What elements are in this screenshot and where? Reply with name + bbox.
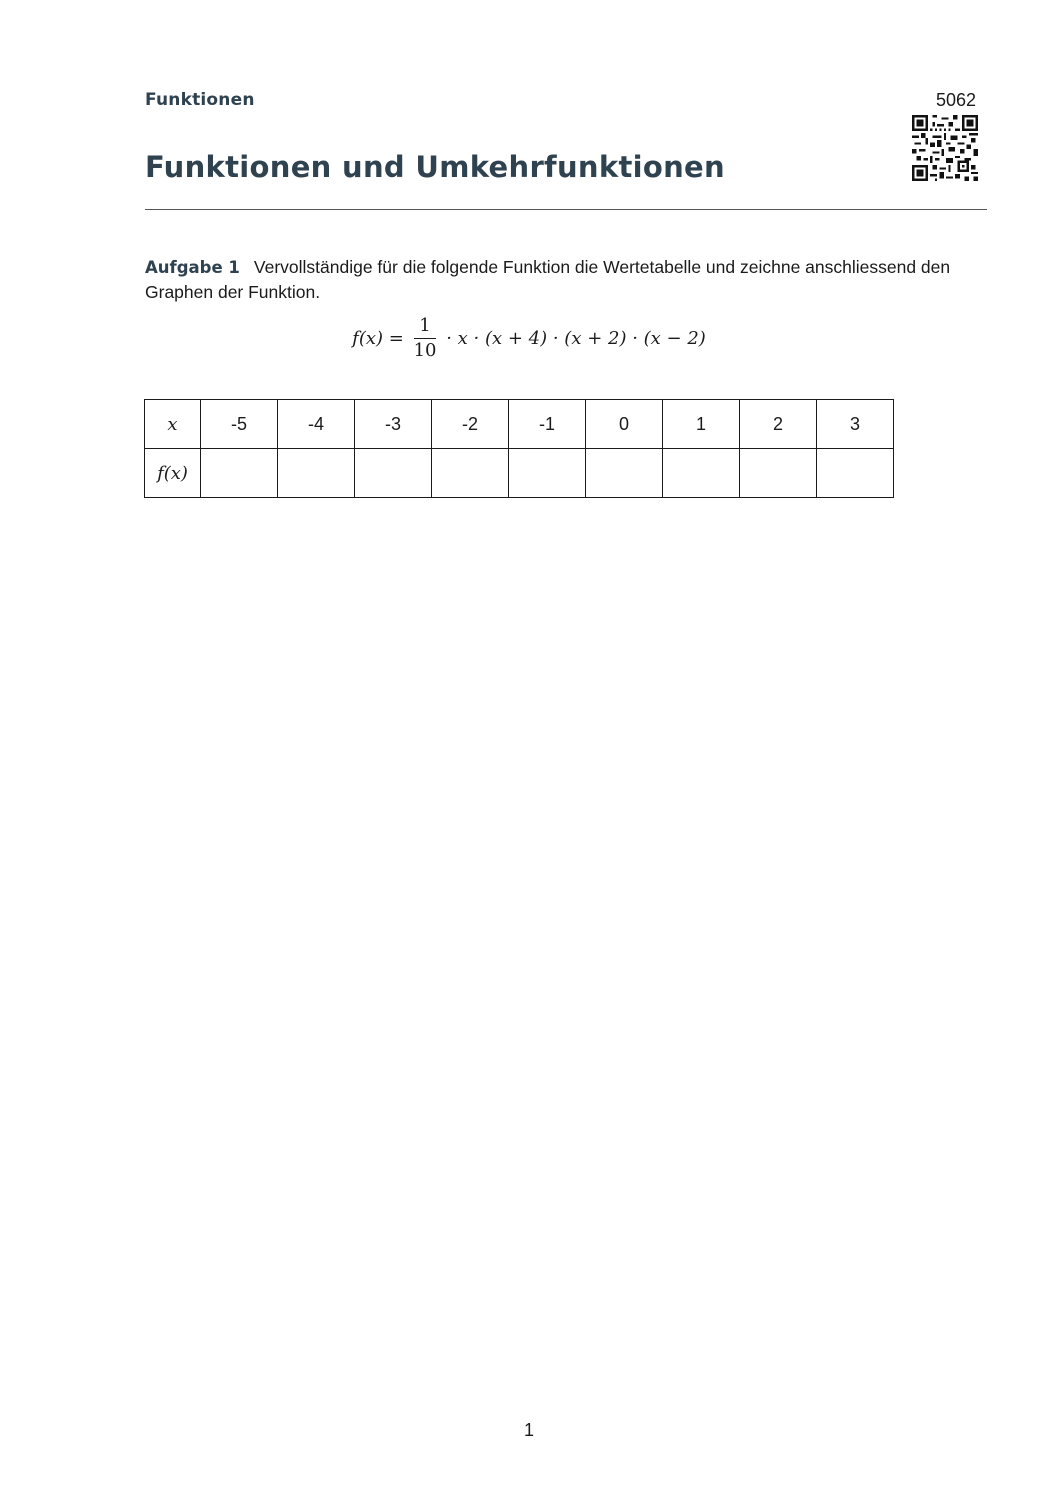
category-label: Funktionen: [145, 90, 255, 110]
fraction-denominator: 10: [413, 340, 437, 361]
fx-cell[interactable]: [355, 449, 432, 498]
x-cell: -5: [201, 400, 278, 449]
x-cell: 1: [663, 400, 740, 449]
fx-cell[interactable]: [663, 449, 740, 498]
formula-lhs: f(x) =: [352, 328, 404, 349]
fx-cell[interactable]: [509, 449, 586, 498]
fx-cell[interactable]: [740, 449, 817, 498]
fx-cell[interactable]: [432, 449, 509, 498]
page-number: 1: [523, 1420, 534, 1440]
fx-cell[interactable]: [278, 449, 355, 498]
fx-cell[interactable]: [586, 449, 663, 498]
document-number: 5062: [935, 90, 976, 110]
x-cell: -4: [278, 400, 355, 449]
x-cell: -3: [355, 400, 432, 449]
task-text: Vervollständige für die folgende Funktion die Wertetabelle und zeichne anschliessend den Graphen der Funktion.: [145, 257, 951, 302]
x-cell: 2: [740, 400, 817, 449]
table-row-x: [145, 400, 894, 449]
row-label-fx: f(x): [145, 449, 201, 498]
formula-rest: · x · (x + 4) · (x + 2) · (x − 2): [446, 328, 706, 349]
fx-cell[interactable]: [201, 449, 278, 498]
x-cell: 0: [586, 400, 663, 449]
x-cell: -1: [509, 400, 586, 449]
function-formula: [0, 316, 1058, 361]
table-row-fx: [145, 449, 894, 498]
page-title: Funktionen und Umkehrfunktionen: [145, 150, 725, 184]
fx-cell[interactable]: [817, 449, 894, 498]
task-1: [145, 255, 985, 304]
qr-code-icon: [912, 115, 978, 181]
task-label: Aufgabe 1: [145, 258, 240, 277]
x-cell: -2: [432, 400, 509, 449]
x-cell: 3: [817, 400, 894, 449]
header-divider: [145, 209, 987, 210]
formula-fraction: [414, 316, 437, 361]
value-table: [144, 399, 894, 498]
row-label-x: x: [145, 400, 201, 449]
fraction-numerator: 1: [414, 316, 437, 339]
